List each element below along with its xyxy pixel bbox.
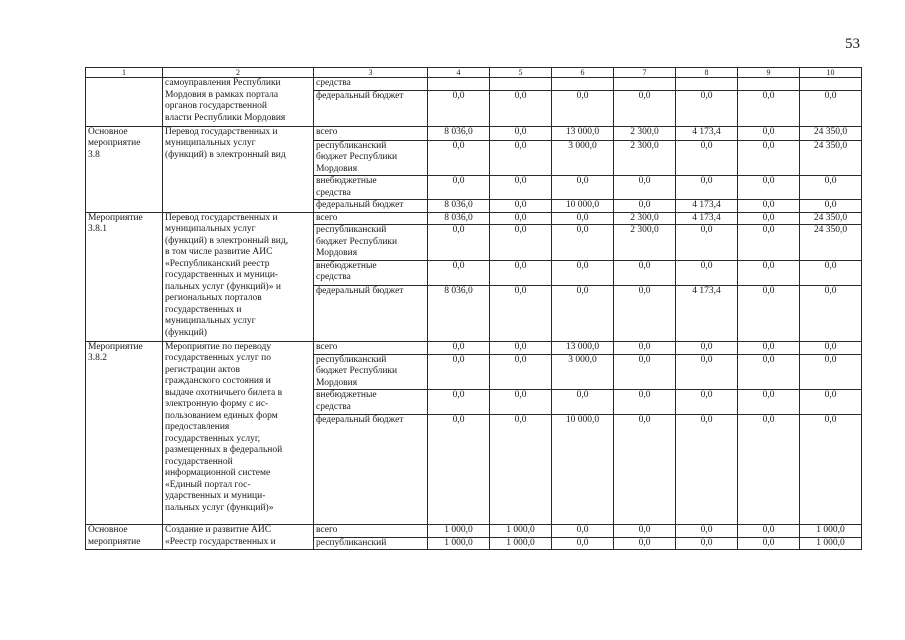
- event-name-cell: Создание и развитие АИС «Реестр государственных и: [163, 525, 314, 550]
- amount-cell: 0,0: [552, 225, 614, 261]
- funding-source-cell: внебюджетные средства: [314, 390, 428, 415]
- funding-source-cell: внебюджетные средства: [314, 176, 428, 200]
- amount-cell: 0,0: [614, 200, 676, 213]
- funding-source-cell: всего: [314, 525, 428, 538]
- event-name-cell: Перевод государственных и муниципальных услуг (функций) в электронный вид, в том числе развитие АИС «Республиканский реестр государственных и муници- пальных услуг (функций)» и региональных порталов государственных и муниципальных услуг (функций): [163, 212, 314, 341]
- amount-cell: 0,0: [800, 341, 862, 354]
- amount-cell: [490, 78, 552, 91]
- amount-cell: 0,0: [800, 285, 862, 341]
- amount-cell: 4 173,4: [676, 212, 738, 225]
- amount-cell: [800, 78, 862, 91]
- column-number: 5: [490, 68, 552, 78]
- event-name-cell: Мероприятие по переводу государственных услуг по регистрации актов гражданского состояния и выдаче охотничьего билета в электронную форму с ис- пользованием единых форм предоставления государственных услуг, размещенных в федеральной государственной информационной системе «Единый портал гос- ударственных и муници- пальных услуг (функций)»: [163, 341, 314, 525]
- amount-cell: 0,0: [552, 390, 614, 415]
- amount-cell: 0,0: [800, 390, 862, 415]
- funding-source-cell: республиканский: [314, 537, 428, 550]
- page-number: 53: [845, 36, 860, 52]
- amount-cell: 0,0: [800, 176, 862, 200]
- amount-cell: 0,0: [490, 176, 552, 200]
- amount-cell: 0,0: [676, 390, 738, 415]
- financing-table: [85, 67, 862, 550]
- amount-cell: 0,0: [738, 260, 800, 285]
- amount-cell: 4 173,4: [676, 285, 738, 341]
- column-number: 6: [552, 68, 614, 78]
- column-number: 8: [676, 68, 738, 78]
- amount-cell: 8 036,0: [428, 212, 490, 225]
- funding-source-cell: республиканский бюджет Республики Мордовия: [314, 225, 428, 261]
- funding-source-cell: федеральный бюджет: [314, 200, 428, 213]
- amount-cell: 0,0: [614, 90, 676, 126]
- amount-cell: 0,0: [676, 90, 738, 126]
- amount-cell: 0,0: [800, 260, 862, 285]
- amount-cell: 0,0: [800, 90, 862, 126]
- event-code-cell: Основное мероприятие 3.8: [86, 126, 163, 212]
- amount-cell: 0,0: [676, 176, 738, 200]
- amount-cell: 13 000,0: [552, 341, 614, 354]
- amount-cell: 2 300,0: [614, 212, 676, 225]
- amount-cell: 1 000,0: [428, 525, 490, 538]
- amount-cell: 0,0: [552, 176, 614, 200]
- amount-cell: 0,0: [614, 415, 676, 525]
- amount-cell: 0,0: [490, 212, 552, 225]
- amount-cell: 0,0: [428, 90, 490, 126]
- amount-cell: 0,0: [552, 90, 614, 126]
- amount-cell: 0,0: [738, 126, 800, 140]
- amount-cell: 0,0: [428, 260, 490, 285]
- amount-cell: 24 350,0: [800, 225, 862, 261]
- amount-cell: 0,0: [738, 176, 800, 200]
- amount-cell: 10 000,0: [552, 415, 614, 525]
- amount-cell: 0,0: [614, 285, 676, 341]
- event-code-cell: Основное мероприятие: [86, 525, 163, 550]
- amount-cell: 0,0: [676, 537, 738, 550]
- event-name-cell: Перевод государственных и муниципальных услуг (функций) в электронный вид: [163, 126, 314, 212]
- amount-cell: 0,0: [490, 285, 552, 341]
- amount-cell: 0,0: [676, 525, 738, 538]
- amount-cell: 8 036,0: [428, 126, 490, 140]
- amount-cell: 0,0: [738, 341, 800, 354]
- column-number: 1: [86, 68, 163, 78]
- amount-cell: 0,0: [614, 341, 676, 354]
- amount-cell: 0,0: [676, 341, 738, 354]
- amount-cell: 0,0: [490, 415, 552, 525]
- amount-cell: 1 000,0: [800, 537, 862, 550]
- amount-cell: 0,0: [614, 525, 676, 538]
- amount-cell: 0,0: [490, 390, 552, 415]
- amount-cell: 1 000,0: [490, 525, 552, 538]
- amount-cell: 0,0: [738, 225, 800, 261]
- funding-source-cell: всего: [314, 212, 428, 225]
- amount-cell: [614, 78, 676, 91]
- amount-cell: 0,0: [552, 285, 614, 341]
- amount-cell: 24 350,0: [800, 126, 862, 140]
- amount-cell: 0,0: [614, 260, 676, 285]
- amount-cell: 0,0: [428, 225, 490, 261]
- amount-cell: 0,0: [738, 212, 800, 225]
- amount-cell: 0,0: [738, 390, 800, 415]
- amount-cell: 0,0: [490, 90, 552, 126]
- amount-cell: 8 036,0: [428, 200, 490, 213]
- funding-source-cell: федеральный бюджет: [314, 285, 428, 341]
- amount-cell: 2 300,0: [614, 140, 676, 176]
- funding-source-cell: средства: [314, 78, 428, 91]
- amount-cell: 0,0: [738, 90, 800, 126]
- funding-source-cell: республиканский бюджет Республики Мордовия: [314, 140, 428, 176]
- amount-cell: 10 000,0: [552, 200, 614, 213]
- amount-cell: [552, 78, 614, 91]
- column-number: 2: [163, 68, 314, 78]
- amount-cell: 0,0: [490, 126, 552, 140]
- amount-cell: 0,0: [614, 537, 676, 550]
- funding-source-cell: внебюджетные средства: [314, 260, 428, 285]
- amount-cell: [428, 78, 490, 91]
- amount-cell: 0,0: [614, 354, 676, 390]
- amount-cell: 3 000,0: [552, 354, 614, 390]
- amount-cell: 0,0: [490, 260, 552, 285]
- amount-cell: 0,0: [800, 200, 862, 213]
- funding-source-cell: республиканский бюджет Республики Мордовия: [314, 354, 428, 390]
- column-number-row: [86, 68, 862, 78]
- amount-cell: 0,0: [552, 260, 614, 285]
- funding-source-cell: всего: [314, 341, 428, 354]
- amount-cell: 0,0: [428, 354, 490, 390]
- table-body: [86, 68, 862, 550]
- amount-cell: 0,0: [552, 525, 614, 538]
- amount-cell: 0,0: [800, 354, 862, 390]
- table-row: [86, 341, 862, 354]
- funding-source-cell: всего: [314, 126, 428, 140]
- amount-cell: 8 036,0: [428, 285, 490, 341]
- event-code-cell: Мероприятие 3.8.2: [86, 341, 163, 525]
- funding-source-cell: федеральный бюджет: [314, 415, 428, 525]
- amount-cell: 0,0: [676, 225, 738, 261]
- amount-cell: 2 300,0: [614, 126, 676, 140]
- amount-cell: 0,0: [490, 354, 552, 390]
- amount-cell: [738, 78, 800, 91]
- amount-cell: 0,0: [676, 260, 738, 285]
- column-number: 10: [800, 68, 862, 78]
- amount-cell: 0,0: [490, 200, 552, 213]
- event-code-cell: Мероприятие 3.8.1: [86, 212, 163, 341]
- amount-cell: 2 300,0: [614, 225, 676, 261]
- amount-cell: 0,0: [490, 341, 552, 354]
- funding-source-cell: федеральный бюджет: [314, 90, 428, 126]
- amount-cell: 13 000,0: [552, 126, 614, 140]
- amount-cell: 1 000,0: [428, 537, 490, 550]
- amount-cell: 4 173,4: [676, 200, 738, 213]
- amount-cell: 0,0: [738, 537, 800, 550]
- column-number: 7: [614, 68, 676, 78]
- amount-cell: 0,0: [676, 354, 738, 390]
- amount-cell: 0,0: [676, 140, 738, 176]
- amount-cell: [676, 78, 738, 91]
- amount-cell: 3 000,0: [552, 140, 614, 176]
- amount-cell: 0,0: [490, 225, 552, 261]
- amount-cell: 0,0: [800, 415, 862, 525]
- amount-cell: 0,0: [738, 415, 800, 525]
- amount-cell: 0,0: [552, 537, 614, 550]
- amount-cell: 0,0: [428, 415, 490, 525]
- amount-cell: 0,0: [428, 140, 490, 176]
- column-number: 4: [428, 68, 490, 78]
- amount-cell: 1 000,0: [490, 537, 552, 550]
- amount-cell: 0,0: [738, 140, 800, 176]
- table-row: [86, 126, 862, 140]
- amount-cell: 24 350,0: [800, 140, 862, 176]
- amount-cell: 0,0: [428, 176, 490, 200]
- column-number: 3: [314, 68, 428, 78]
- amount-cell: 0,0: [552, 212, 614, 225]
- event-name-cell: самоуправления Республики Мордовия в рамках портала органов государственной власти Республики Мордовия: [163, 78, 314, 127]
- amount-cell: 0,0: [738, 525, 800, 538]
- amount-cell: 0,0: [614, 176, 676, 200]
- amount-cell: 0,0: [738, 354, 800, 390]
- amount-cell: 0,0: [676, 415, 738, 525]
- amount-cell: 0,0: [738, 285, 800, 341]
- table-row: [86, 212, 862, 225]
- amount-cell: 1 000,0: [800, 525, 862, 538]
- amount-cell: 4 173,4: [676, 126, 738, 140]
- table-row: [86, 525, 862, 538]
- amount-cell: 0,0: [614, 390, 676, 415]
- amount-cell: 0,0: [428, 390, 490, 415]
- table-row: [86, 78, 862, 91]
- column-number: 9: [738, 68, 800, 78]
- amount-cell: 0,0: [428, 341, 490, 354]
- amount-cell: 0,0: [738, 200, 800, 213]
- amount-cell: 0,0: [490, 140, 552, 176]
- amount-cell: 24 350,0: [800, 212, 862, 225]
- event-code-cell: [86, 78, 163, 127]
